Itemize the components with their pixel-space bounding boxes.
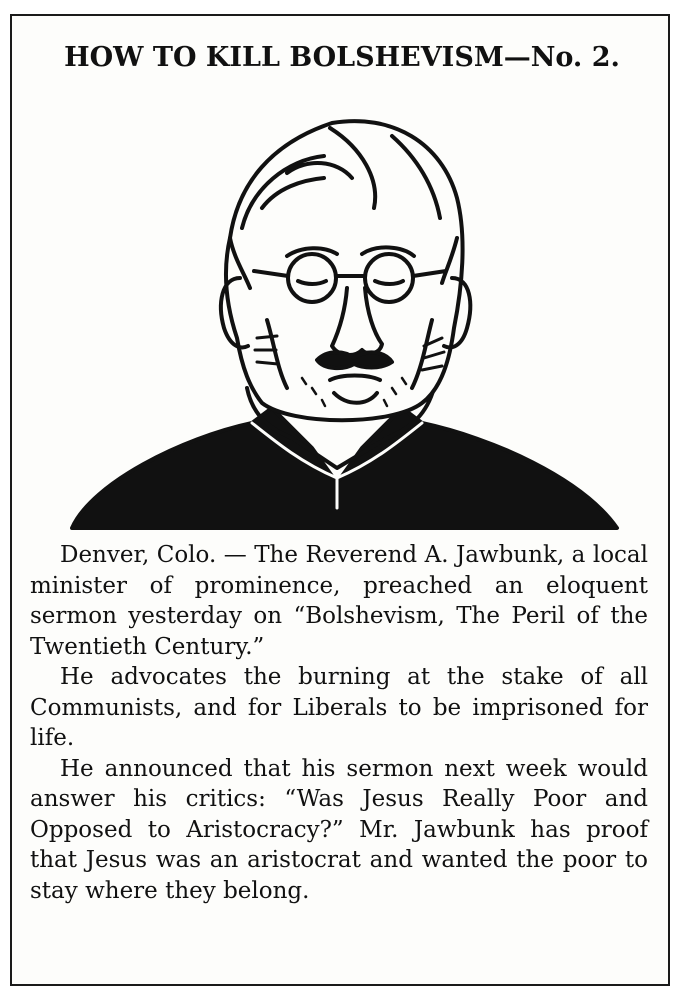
story-paragraph: Denver, Colo. — The Reverend A. Jawbunk, a local minister of prominence, preached an eloquent sermon yesterday on “Bolshevism, The Peril of the Twentieth Century.” (30, 542, 648, 660)
story-paragraph: He announced that his sermon next week would answer his critics: “Was Jesus Really Poor and Opposed to Aristocracy?” Mr. Jawbunk has proof that Jesus was an aristocrat and wanted the poor to stay where they belong. (30, 755, 648, 904)
cartoon-title: HOW TO KILL BOLSHEVISM—No. 2. (64, 42, 620, 73)
news-story (30, 540, 648, 906)
minister-portrait-illustration (62, 88, 622, 538)
cartoon-frame (10, 14, 670, 986)
robe-shape (72, 408, 617, 528)
story-paragraph: He advocates the burning at the stake of all Communists, and for Liberals to be imprisoned for life. (30, 664, 648, 751)
